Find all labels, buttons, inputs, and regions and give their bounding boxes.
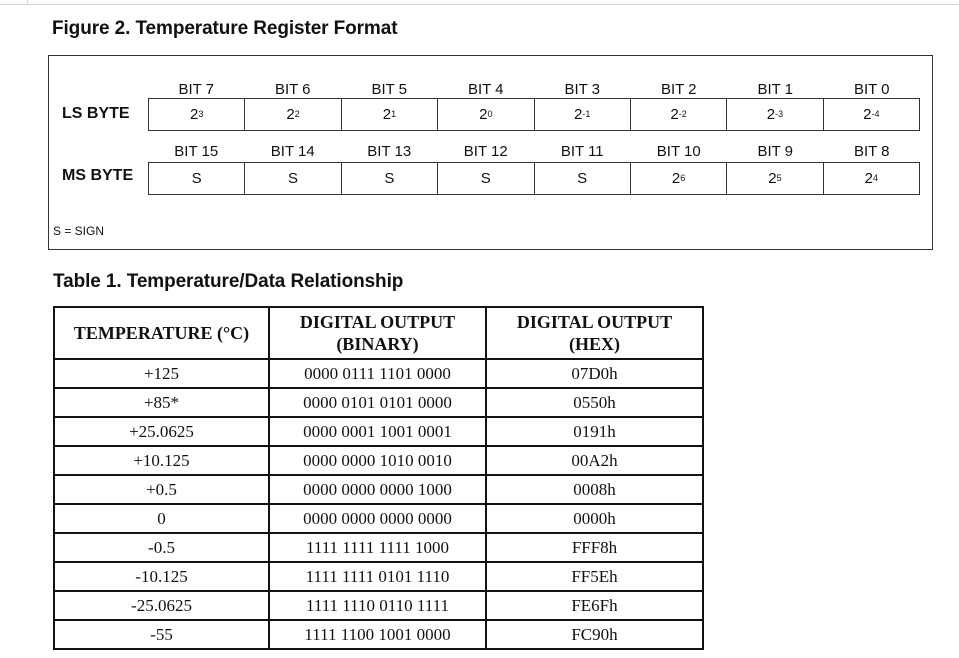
bit-weight-base: S bbox=[384, 170, 395, 187]
binary-cell: 0000 0000 1010 0010 bbox=[269, 446, 486, 475]
binary-cell: 0000 0101 0101 0000 bbox=[269, 388, 486, 417]
bit-weight-base: 2 bbox=[670, 106, 679, 123]
bit-cell: 2 $^2$ bbox=[245, 99, 341, 130]
bit-cell bbox=[535, 163, 631, 194]
bit-cell bbox=[245, 163, 341, 194]
hex-cell: 0008h bbox=[486, 475, 703, 504]
ms-byte-bit-labels bbox=[148, 143, 920, 160]
binary-cell: 1111 1110 0110 1111 bbox=[269, 591, 486, 620]
bit-label: BIT 0 bbox=[853, 81, 890, 98]
temperature-cell: +10.125 bbox=[54, 446, 269, 475]
bit-label: BIT 7 bbox=[178, 81, 215, 98]
bit-cell: 2 $^4$ bbox=[864, 170, 878, 187]
temperature-cell: -55 bbox=[54, 620, 269, 649]
binary-cell: 0000 0001 1001 0001 bbox=[269, 417, 486, 446]
bit-cell: 2 $^{-2}$ bbox=[631, 99, 727, 130]
bit-cell: 2 $^{-3}$ bbox=[727, 99, 823, 130]
temperature-cell: +0.5 bbox=[54, 475, 269, 504]
bit-weight-base: 2 bbox=[382, 106, 392, 123]
hex-cell: FE6Fh bbox=[486, 591, 703, 620]
binary-cell: 0000 0000 0000 1000 bbox=[269, 475, 486, 504]
bit-weight-base: S bbox=[288, 170, 299, 187]
bit-cell: 2 $^{-1}$ bbox=[535, 99, 631, 130]
header-binary bbox=[269, 307, 486, 359]
ls-byte-label: LS BYTE bbox=[62, 105, 130, 122]
bit-cell bbox=[438, 163, 534, 194]
bit-weight-base: S bbox=[577, 170, 588, 187]
temperature-cell: +25.0625 bbox=[54, 417, 269, 446]
temperature-cell: 0 bbox=[54, 504, 269, 533]
ls-byte-register bbox=[148, 98, 920, 131]
hex-cell: 0000h bbox=[486, 504, 703, 533]
bit-weight-base: 2 bbox=[574, 106, 583, 123]
bit-label: BIT 11 bbox=[560, 143, 604, 160]
temperature-cell: -25.0625 bbox=[54, 591, 269, 620]
bit-label: BIT 5 bbox=[371, 81, 408, 98]
table-row bbox=[54, 504, 703, 533]
bit-label: BIT 12 bbox=[463, 143, 508, 160]
bit-weight-base: 2 bbox=[863, 106, 872, 123]
bit-label: BIT 2 bbox=[660, 81, 697, 98]
bit-weight-base: 2 bbox=[671, 170, 681, 187]
bit-label: BIT 9 bbox=[757, 143, 794, 160]
bit-label: BIT 15 bbox=[174, 143, 219, 160]
ms-byte-register bbox=[148, 162, 920, 195]
bit-weight-base: 2 bbox=[190, 106, 199, 123]
hex-cell: FFF8h bbox=[486, 533, 703, 562]
bit-label: BIT 14 bbox=[270, 143, 315, 160]
table-row bbox=[54, 359, 703, 388]
table-title: Table 1. Temperature/Data Relationship bbox=[53, 271, 404, 292]
table-row bbox=[54, 562, 703, 591]
hex-cell: FF5Eh bbox=[486, 562, 703, 591]
bit-weight-base: S bbox=[191, 170, 202, 187]
table-row bbox=[54, 591, 703, 620]
header-binary-line2: (BINARY) bbox=[336, 334, 419, 354]
bit-label: BIT 4 bbox=[467, 81, 504, 98]
bit-label: BIT 8 bbox=[853, 143, 890, 160]
binary-cell: 0000 0111 1101 0000 bbox=[269, 359, 486, 388]
table-row bbox=[54, 388, 703, 417]
ls-byte-bit-labels bbox=[148, 81, 920, 98]
sign-note: S = SIGN bbox=[53, 224, 105, 238]
bit-weight-base: 2 bbox=[864, 170, 873, 187]
table-row bbox=[54, 446, 703, 475]
bit-weight-base: 2 bbox=[286, 106, 295, 123]
temperature-cell: +85* bbox=[54, 388, 269, 417]
table-row bbox=[54, 417, 703, 446]
bit-label: BIT 3 bbox=[564, 81, 601, 98]
hex-cell: 0550h bbox=[486, 388, 703, 417]
header-hex bbox=[486, 307, 703, 359]
bit-cell: 2 $^3$ bbox=[149, 99, 245, 130]
bit-weight-base: 2 bbox=[479, 106, 488, 123]
binary-cell: 1111 1100 1001 0000 bbox=[269, 620, 486, 649]
header-binary-line1: DIGITAL OUTPUT bbox=[299, 312, 456, 332]
hex-cell: FC90h bbox=[486, 620, 703, 649]
bit-weight-base: 2 bbox=[768, 170, 777, 187]
bit-weight-base: 2 bbox=[766, 106, 776, 123]
bit-weight-base: S bbox=[480, 170, 491, 187]
temperature-cell: -0.5 bbox=[54, 533, 269, 562]
bit-label: BIT 10 bbox=[656, 143, 701, 160]
header-hex-line1: DIGITAL OUTPUT bbox=[516, 312, 673, 332]
binary-cell: 1111 1111 1111 1000 bbox=[269, 533, 486, 562]
temperature-cell: -10.125 bbox=[54, 562, 269, 591]
binary-cell: 0000 0000 0000 0000 bbox=[269, 504, 486, 533]
bit-cell: 2 $^0$ bbox=[438, 99, 534, 130]
table-row bbox=[54, 620, 703, 649]
hex-cell: 07D0h bbox=[486, 359, 703, 388]
ms-byte-label: MS BYTE bbox=[62, 167, 134, 184]
top-divider-tick bbox=[27, 0, 28, 5]
temperature-data-table bbox=[53, 306, 704, 650]
bit-cell bbox=[342, 163, 438, 194]
hex-cell: 0191h bbox=[486, 417, 703, 446]
bit-cell: 2 $^1$ bbox=[342, 99, 438, 130]
top-divider bbox=[0, 4, 959, 5]
table-header-row bbox=[54, 307, 703, 359]
bit-label: BIT 6 bbox=[274, 81, 311, 98]
table-row bbox=[54, 475, 703, 504]
bit-cell: 2 $^6$ bbox=[631, 163, 727, 194]
bit-cell: 2 $^5$ bbox=[727, 163, 823, 194]
temperature-cell: +125 bbox=[54, 359, 269, 388]
header-hex-line2: (HEX) bbox=[569, 334, 620, 354]
bit-cell bbox=[149, 163, 245, 194]
bit-cell: 2 $^{-4}$ bbox=[863, 106, 880, 123]
binary-cell: 1111 1111 0101 1110 bbox=[269, 562, 486, 591]
figure-title: Figure 2. Temperature Register Format bbox=[52, 18, 398, 39]
bit-label: BIT 13 bbox=[367, 143, 412, 160]
hex-cell: 00A2h bbox=[486, 446, 703, 475]
bit-label: BIT 1 bbox=[757, 81, 794, 98]
table-row bbox=[54, 533, 703, 562]
header-temperature: TEMPERATURE (°C) bbox=[54, 307, 269, 359]
